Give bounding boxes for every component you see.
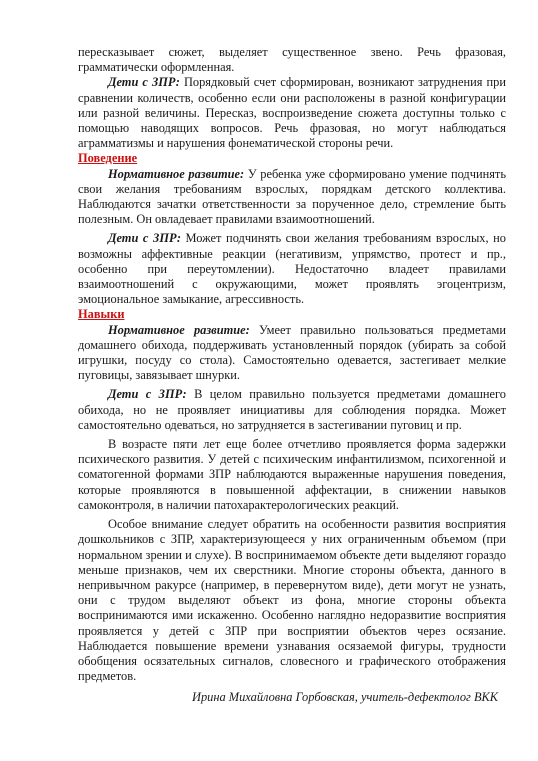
- paragraph-label: Нормативное развитие:: [108, 166, 245, 181]
- paragraph-text: В целом правильно пользуется предметами домашнего обихода, но не проявляет инициативы для соблюдения порядка. Может самостоятельно одеваться, но затрудняется в застегивании пуговиц и пр.: [78, 387, 506, 432]
- section-heading-skills: Навыки: [78, 307, 125, 322]
- paragraph-zpr-behavior: [78, 231, 506, 307]
- paragraph-text: Умеет правильно пользоваться предметами домашнего обихода, поддерживать установленный порядок (убирать за собой игрушки, посуду со стола). Самостоятельно одевается, застегивает мелкие пуговицы, завязывает шнурки.: [78, 322, 506, 383]
- paragraph-label: Дети с ЗПР:: [108, 75, 180, 90]
- paragraph-retelling: пересказывает сюжет, выделяет существенное звено. Речь фразовая, грамматически оформленная.: [78, 45, 506, 75]
- paragraph-text: Порядковый счет сформирован, возникают затруднения при сравнении количеств, особенно если они расположены в разной конфигурации или разной величины. Пересказ, воспроизведение сюжета доступны только с помощью наводящих вопросов. Речь фразовая, но могут наблюдаться аграмматизмы и нарушения фонематической стороны речи.: [78, 75, 506, 151]
- paragraph-five-years: В возрасте пяти лет еще более отчетливо проявляется форма задержки психического развития. У детей с психическим инфантилизмом, психогенной и соматогенной формами ЗПР наблюдаются выраженные нарушения поведения, которые проявляются в повышенной аффектации, в снижении навыков самоконтроля, в наличии патохарактерологических реакций.: [78, 437, 506, 512]
- paragraph-label: Дети с ЗПР:: [108, 231, 181, 246]
- paragraph-perception: Особое внимание следует обратить на особенности развития восприятия дошкольников с ЗПР, характеризующееся у них ограниченным объемом (при нормальном зрении и слухе). В воспринимаемом объекте дети выделяют гораздо меньше признаков, чем их сверстники. Многие стороны объекта, данного в непривычном ракурсе (например, в перевернутом виде), дети могут не узнать, они с трудом выделяют объект из фона, многие стороны объекта воспринимаются ими искаженно. Особенно наглядно недоразвитие восприятия проявляется у детей с ЗПР при восприятии объектов через осязание. Наблюдается повышение времени узнавания осязаемой фигуры, трудности обобщения осязательных сигналов, словесного и графического отображения предметов.: [78, 517, 507, 684]
- paragraph-zpr-skills: [78, 387, 506, 433]
- paragraph-normative-skills: [78, 323, 506, 384]
- author-signature: Ирина Михайловна Горбовская, учитель-дефектолог ВКК: [192, 690, 498, 704]
- paragraph-normative-behavior: [78, 167, 506, 228]
- paragraph-zpr-counting: [78, 75, 506, 151]
- paragraph-text: Может подчинять свои желания требованиям взрослых, но возможны аффективные реакции (негативизм, упрямство, протест и пр., особенно при переутомлении). Недостаточно владеет правилами взаимоотношений с окружающими, может проявлять эгоцентризм, эмоциональное замыкание, агрессивность.: [78, 231, 506, 307]
- paragraph-text: У ребенка уже сформировано умение подчинять свои желания требованиям взрослых, порядкам детского коллектива. Наблюдаются зачатки ответственности за порученное дело, стремление быть полезным. Он овладевает правилами взаимоотношений.: [78, 166, 506, 227]
- document-body: [78, 45, 506, 684]
- paragraph-label: Нормативное развитие:: [108, 322, 250, 337]
- section-heading-behavior: Поведение: [78, 151, 138, 166]
- paragraph-label: Дети с ЗПР:: [108, 387, 187, 402]
